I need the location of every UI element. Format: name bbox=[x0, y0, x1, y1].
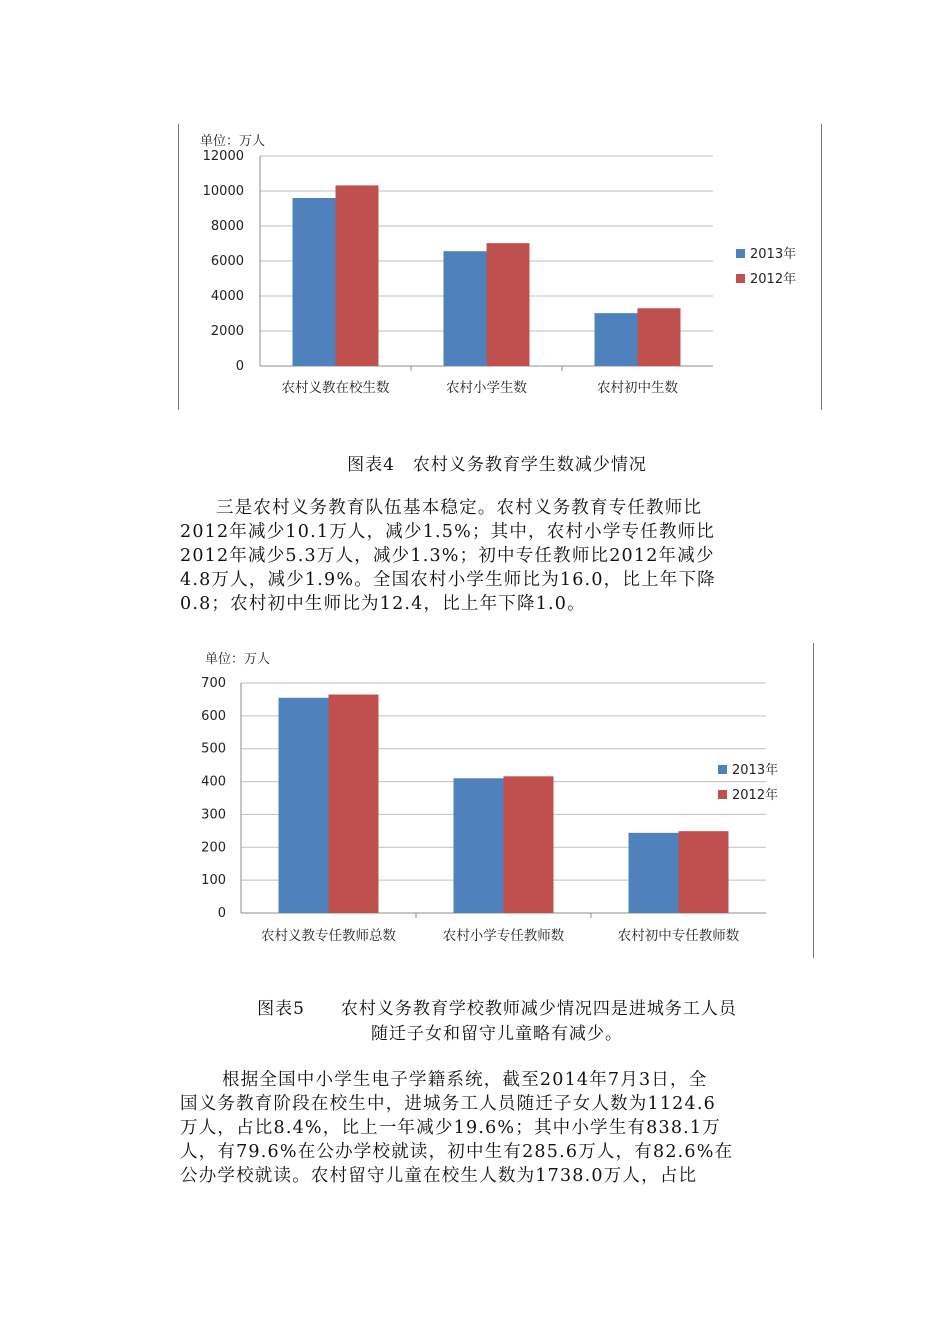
legend-label: 2013年 bbox=[732, 763, 779, 778]
figure-5-caption-line-2: 随迁子女和留守儿童略有减少。 bbox=[371, 1024, 623, 1044]
paragraph-line: 国义务教育阶段在校生中，进城务工人员随迁子女人数为1124.6 bbox=[180, 1094, 716, 1114]
bar-2012年-农村义教专任教师总数 bbox=[329, 695, 379, 914]
legend-label: 2012年 bbox=[750, 272, 797, 287]
legend-swatch bbox=[718, 790, 727, 799]
y-tick-label: 10000 bbox=[202, 184, 244, 199]
bar-2013年-农村初中生数 bbox=[595, 313, 638, 366]
chart-2 bbox=[178, 643, 814, 958]
y-tick-label: 700 bbox=[201, 676, 226, 691]
y-tick-label: 12000 bbox=[202, 149, 244, 164]
y-tick-label: 0 bbox=[217, 906, 226, 921]
paragraph-teachers bbox=[180, 496, 780, 616]
paragraph-line: 根据全国中小学生电子学籍系统，截至2014年7月3日，全 bbox=[222, 1070, 708, 1090]
x-category-label: 农村初中生数 bbox=[597, 380, 678, 396]
y-tick-label: 2000 bbox=[210, 324, 244, 339]
y-tick-label: 500 bbox=[201, 741, 226, 757]
legend-label: 2012年 bbox=[732, 788, 779, 803]
y-tick-label: 200 bbox=[201, 840, 226, 856]
bar-2013年-农村初中专任教师数 bbox=[629, 833, 679, 913]
y-tick-label: 6000 bbox=[210, 254, 244, 269]
bar-2013年-农村义教在校生数 bbox=[293, 198, 336, 366]
y-tick-label: 8000 bbox=[210, 219, 244, 234]
x-category-label: 农村义教专任教师总数 bbox=[261, 928, 396, 944]
bar-2012年-农村义教在校生数 bbox=[336, 185, 379, 366]
figure-5-caption-line-1: 图表5 农村义务教育学校教师减少情况四是进城务工人员 bbox=[257, 999, 737, 1019]
bar-2012年-农村小学专任教师数 bbox=[504, 776, 554, 913]
x-category-label: 农村小学专任教师数 bbox=[442, 928, 565, 944]
paragraph-line: 0.8；农村初中生师比为12.4，比上年下降1.0。 bbox=[180, 594, 586, 614]
legend-swatch bbox=[736, 249, 745, 258]
bar-2013年-农村小学生数 bbox=[444, 251, 487, 366]
bar-2013年-农村小学专任教师数 bbox=[454, 778, 504, 913]
legend-label: 2013年 bbox=[750, 247, 797, 262]
paragraph-line: 公办学校就读。农村留守儿童在校生人数为1738.0万人，占比 bbox=[180, 1166, 698, 1186]
chart-2-plot bbox=[178, 643, 814, 958]
paragraph-line: 2012年减少5.3万人，减少1.3%；初中专任教师比2012年减少 bbox=[180, 546, 715, 566]
x-category-label: 农村义教在校生数 bbox=[281, 380, 390, 396]
paragraph-migrant-children bbox=[180, 1068, 780, 1188]
chart-1-plot bbox=[178, 124, 822, 410]
paragraph-line: 三是农村义务教育队伍基本稳定。农村义务教育专任教师比 bbox=[216, 498, 703, 518]
y-tick-label: 0 bbox=[235, 359, 244, 374]
unit-label: 单位：万人 bbox=[200, 134, 266, 149]
chart-1 bbox=[178, 124, 822, 410]
paragraph-line: 4.8万人，减少1.9%。全国农村小学生师比为16.0，比上年下降 bbox=[180, 570, 716, 590]
y-tick-label: 400 bbox=[201, 774, 226, 790]
y-tick-label: 300 bbox=[201, 807, 226, 823]
bar-2012年-农村初中专任教师数 bbox=[679, 831, 729, 913]
unit-label: 单位：万人 bbox=[205, 652, 271, 667]
bar-2012年-农村小学生数 bbox=[487, 243, 530, 366]
legend-swatch bbox=[736, 274, 745, 283]
bar-2013年-农村义教专任教师总数 bbox=[279, 698, 329, 913]
paragraph-line: 人，有79.6%在公办学校就读，初中生有285.6万人，有82.6%在 bbox=[180, 1142, 734, 1162]
legend-swatch bbox=[718, 765, 727, 774]
x-category-label: 农村小学生数 bbox=[446, 380, 527, 396]
y-tick-label: 4000 bbox=[210, 289, 244, 304]
bar-2012年-农村初中生数 bbox=[638, 308, 681, 366]
paragraph-line: 万人，占比8.4%，比上一年减少19.6%；其中小学生有838.1万 bbox=[180, 1118, 721, 1138]
x-category-label: 农村初中专任教师数 bbox=[617, 928, 740, 944]
y-tick-label: 100 bbox=[201, 873, 226, 889]
y-tick-label: 600 bbox=[201, 708, 226, 724]
paragraph-line: 2012年减少10.1万人，减少1.5%；其中，农村小学专任教师比 bbox=[180, 522, 716, 542]
figure-4-caption: 图表4 农村义务教育学生数减少情况 bbox=[347, 455, 647, 475]
